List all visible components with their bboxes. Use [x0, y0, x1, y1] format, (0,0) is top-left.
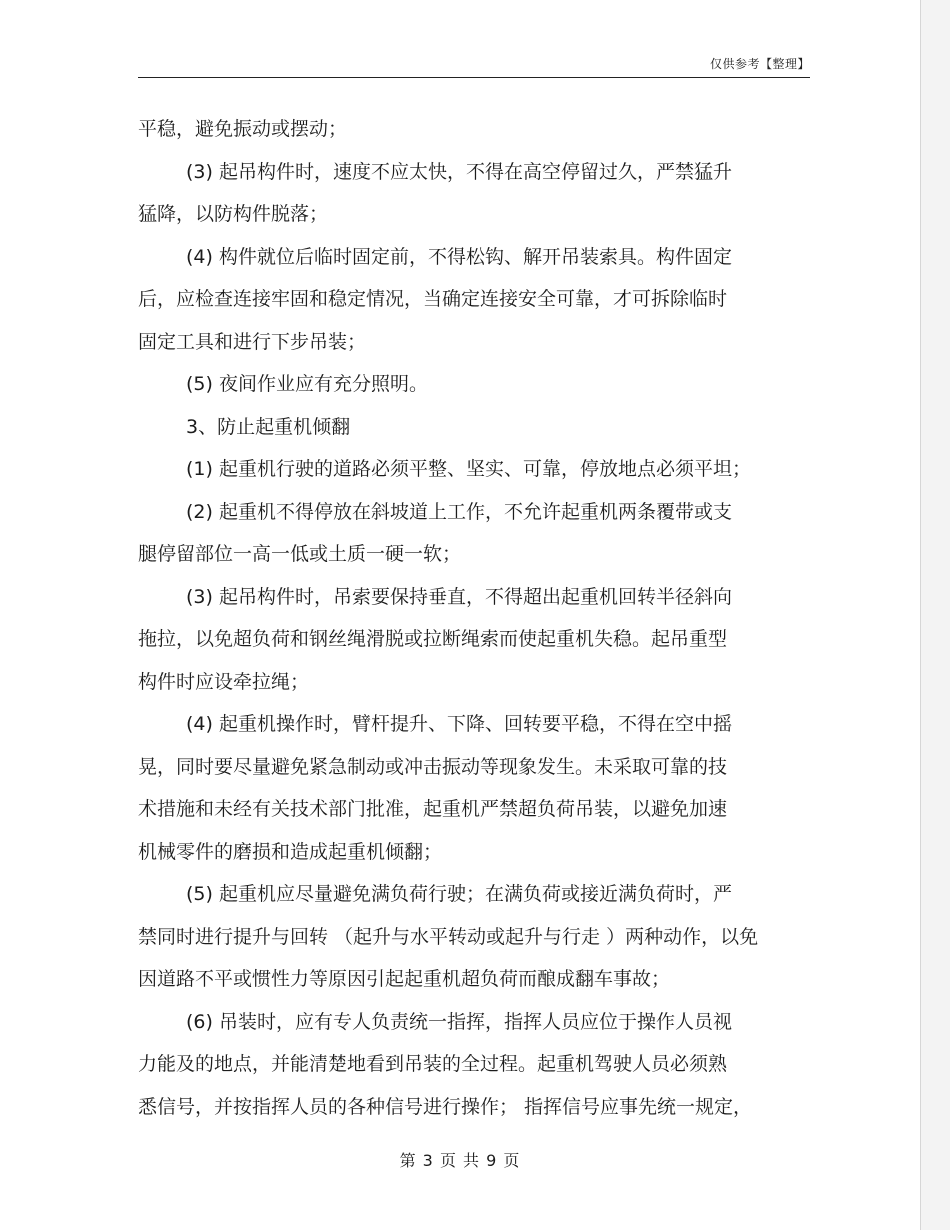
header-label: 仅供参考【整理】: [709, 57, 810, 71]
text-line: 力能及的地点，并能清楚地看到吊装的全过程。起重机驾驶人员必须熟: [138, 1053, 728, 1075]
header-rule: [138, 77, 810, 78]
text-line: (6) 吊装时，应有专人负责统一指挥，指挥人员应位于操作人员视: [186, 1010, 732, 1033]
text-line: (5) 起重机应尽量避免满负荷行驶；在满负荷或接近满负荷时，严: [186, 883, 732, 905]
text-line: 3、防止起重机倾翻: [186, 415, 351, 438]
text-line: 腿停留部位一高一低或土质一硬一软；: [138, 543, 462, 565]
text-line: (3) 起吊构件时，吊索要保持垂直，不得超出起重机回转半径斜向: [186, 585, 732, 608]
body-text: [138, 108, 810, 1128]
text-line: (3) 起吊构件时，速度不应太快，不得在高空停留过久，严禁猛升: [186, 160, 732, 183]
text-line: (1) 起重机行驶的道路必须平整、坚实、可靠，停放地点必须平坦；: [186, 458, 751, 480]
text-line: 猛降，以防构件脱落；: [138, 203, 329, 225]
text-line: 禁同时进行提升与回转 （起升与水平转动或起升与行走 ）两种动作，以免: [138, 925, 759, 948]
text-line: 悉信号，并按指挥人员的各种信号进行操作； 指挥信号应事先统一规定，: [138, 1095, 753, 1118]
text-line: 机械零件的磨损和造成起重机倾翻；: [138, 840, 443, 863]
text-line: (4) 起重机操作时，臂杆提升、下降、回转要平稳，不得在空中摇: [186, 713, 732, 735]
text-line: 术措施和未经有关技术部门批准，起重机严禁超负荷吊装，以避免加速: [138, 798, 728, 820]
page-number: 第 3 页 共 9 页: [399, 1151, 521, 1170]
text-line: (2) 起重机不得停放在斜坡道上工作，不允许起重机两条覆带或支: [186, 500, 732, 523]
text-line: 固定工具和进行下步吊装；: [138, 330, 367, 353]
text-line: 平稳，避免振动或摆动；: [138, 118, 348, 140]
text-line: (4) 构件就位后临时固定前，不得松钩、解开吊装索具。构件固定: [186, 245, 732, 268]
text-line: 构件时应设牵拉绳；: [138, 670, 310, 693]
text-line: (5) 夜间作业应有充分照明。: [186, 373, 428, 395]
text-line: 因道路不平或惯性力等原因引起起重机超负荷而酿成翻车事故；: [138, 968, 671, 990]
text-line: 晃，同时要尽量避免紧急制动或冲击振动等现象发生。未采取可靠的技: [138, 755, 728, 778]
text-line: 后，应检查连接牢固和稳定情况，当确定连接安全可靠，才可拆除临时: [138, 288, 728, 310]
text-line: 拖拉，以免超负荷和钢丝绳滑脱或拉断绳索而使起重机失稳。起吊重型: [138, 628, 728, 650]
